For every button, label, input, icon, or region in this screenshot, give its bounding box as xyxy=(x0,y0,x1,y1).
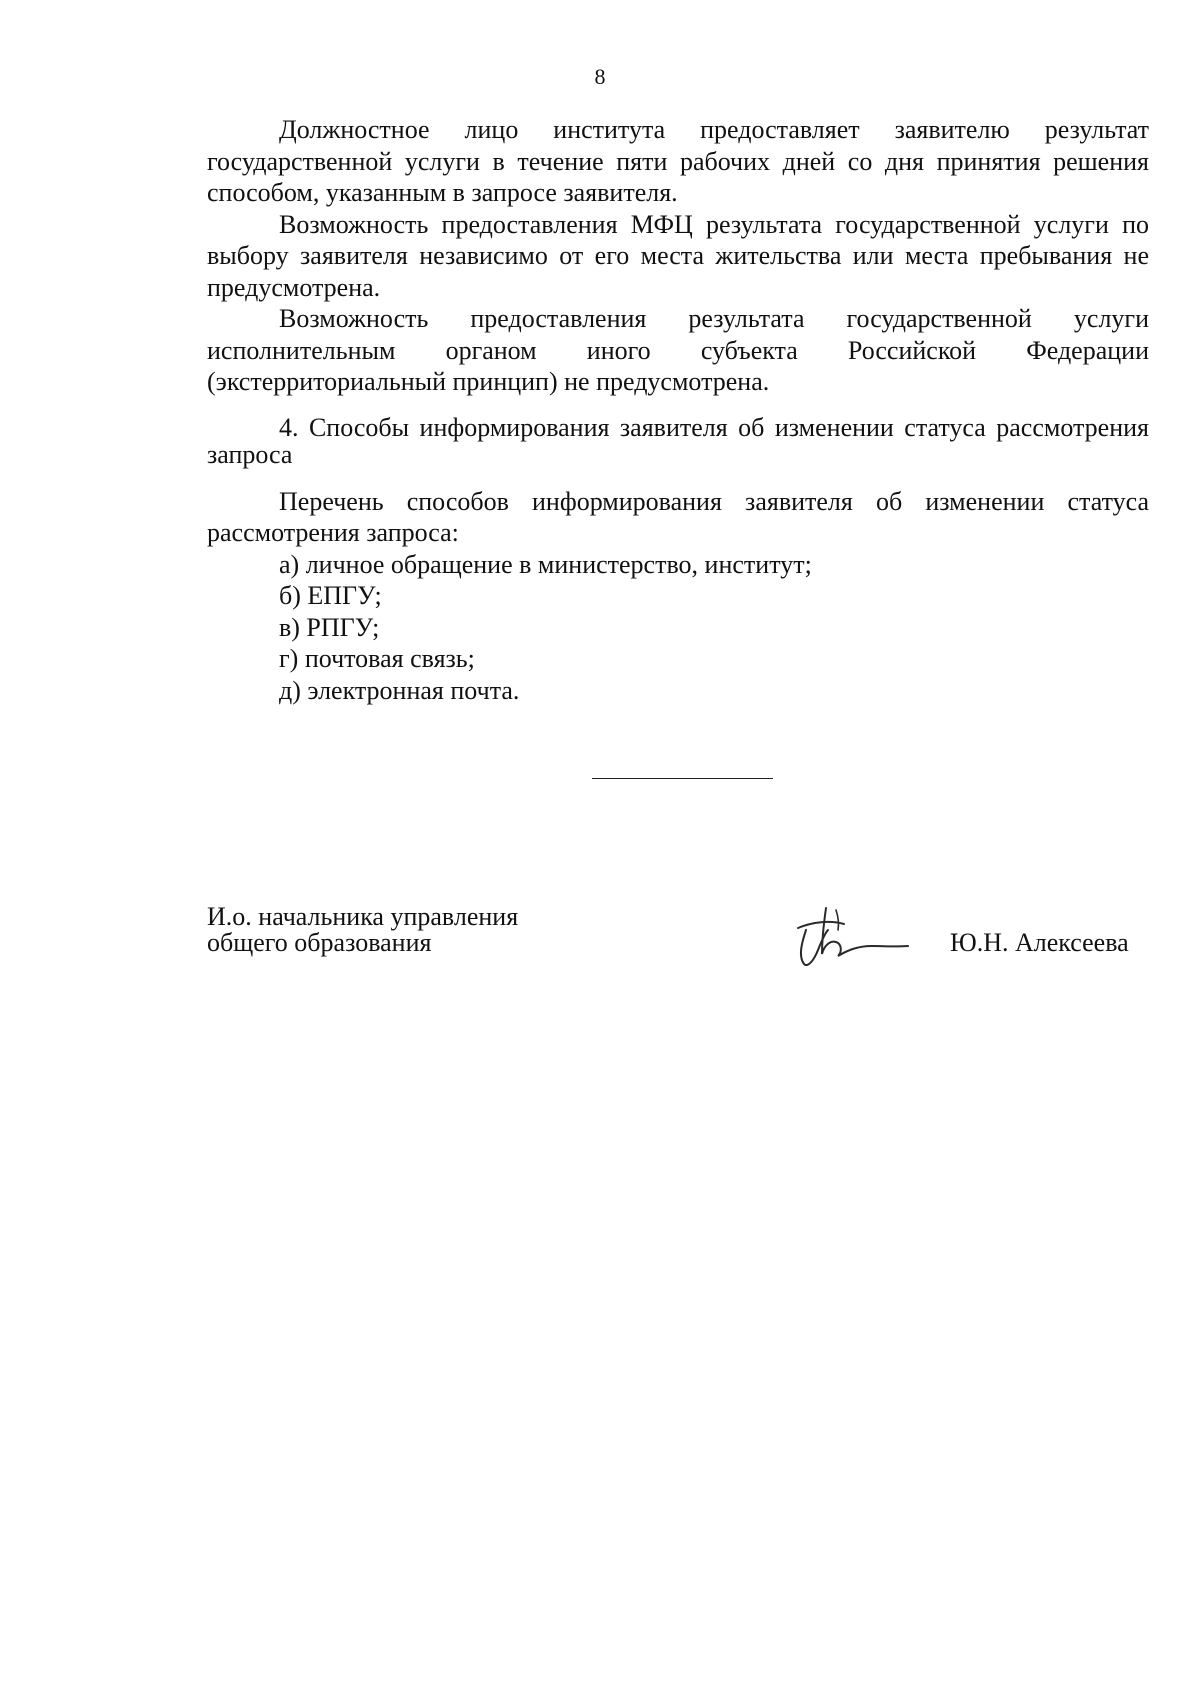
paragraph-extraterritorial: Возможность предоставления результата государственной услуги исполнительным органом иного субъекта Российской Федерации (экстерриториальный принцип) не предусмотрена. xyxy=(207,304,1149,396)
list-item: а) личное обращение в министерство, институт; xyxy=(279,549,812,579)
signatory-name: Ю.Н. Алексеева xyxy=(950,928,1129,957)
list-item: д) электронная почта. xyxy=(279,675,520,705)
paragraph-methods-intro: Перечень способов информирования заявителя об изменении статуса рассмотрения запроса: xyxy=(207,486,1149,547)
signatory-title-line-2: общего образования xyxy=(207,928,432,957)
section-heading-4: 4. Способы информирования заявителя об изменении статуса рассмотрения запроса xyxy=(207,412,1149,469)
signatory-title xyxy=(207,904,518,956)
list-item: г) почтовая связь; xyxy=(279,644,475,673)
paragraph-result-delivery: Должностное лицо института предоставляет заявителю результат государственной услуги в течение пяти рабочих дней со дня принятия решения способом, указанным в запросе заявителя. xyxy=(207,115,1149,207)
page-number: 8 xyxy=(594,64,606,89)
methods-list xyxy=(207,549,1149,707)
signatory-title-line-1: И.о. начальника управления xyxy=(207,902,519,931)
handwritten-signature xyxy=(792,900,912,980)
document-body xyxy=(207,114,1149,706)
list-item: в) РПГУ; xyxy=(279,612,380,642)
section-separator-line xyxy=(592,778,773,779)
paragraph-mfc-delivery: Возможность предоставления МФЦ результата государственной услуги по выбору заявителя независимо от его места жительства или места пребывания не предусмотрена. xyxy=(207,209,1149,302)
list-item: б) ЕПГУ; xyxy=(279,581,382,610)
